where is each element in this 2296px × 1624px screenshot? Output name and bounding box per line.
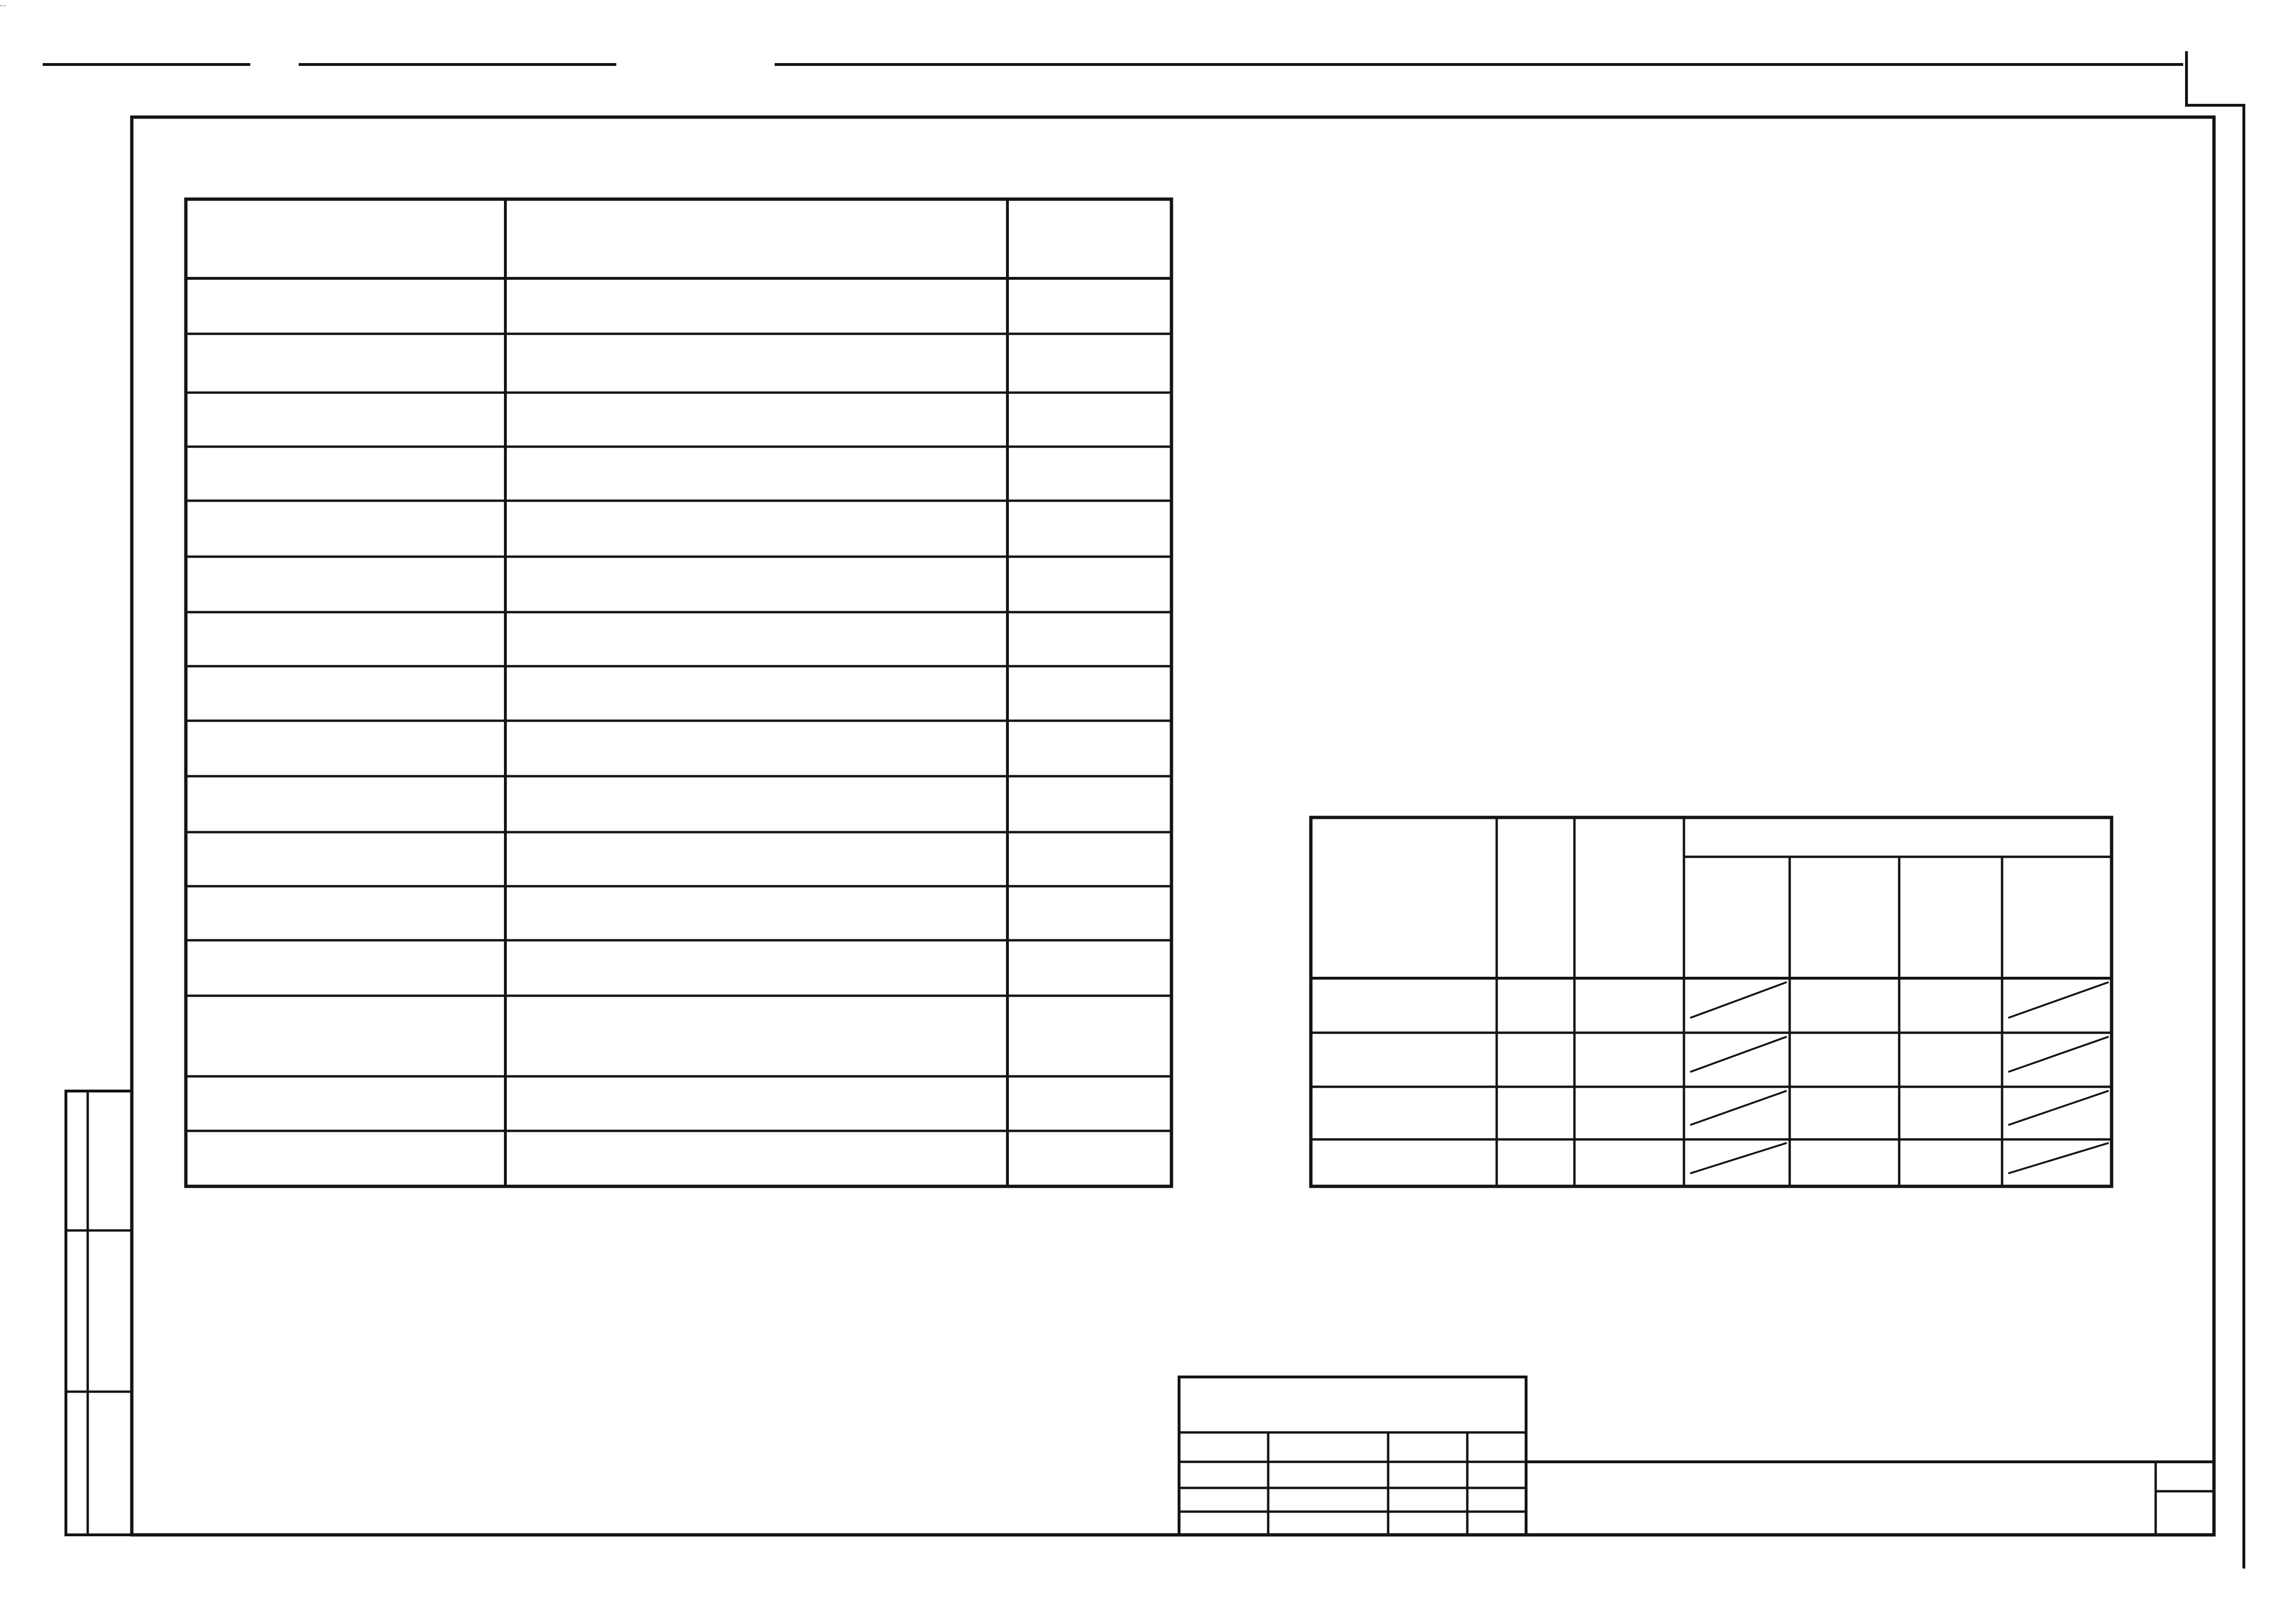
side-stamp-grid — [66, 1091, 132, 1535]
documents-table-outline — [186, 199, 1171, 1186]
heat-table-outline — [1311, 817, 2112, 1186]
fraction-slash — [2009, 1143, 2108, 1173]
fraction-slash — [1691, 982, 1786, 1018]
fraction-slash — [1691, 1091, 1786, 1125]
documents-table-grid — [186, 199, 1171, 1186]
fraction-slash — [2009, 1037, 2108, 1072]
title-block-grid — [1179, 1377, 2214, 1535]
fraction-slash — [1691, 1143, 1786, 1173]
drawing-sheet: ... — [0, 0, 2296, 1624]
fraction-slash — [2009, 982, 2108, 1018]
heat-table-grid — [1311, 817, 2112, 1186]
sheet-frame — [44, 53, 2244, 1567]
fraction-slash — [2009, 1091, 2108, 1125]
side-stamp-outline — [66, 1091, 132, 1535]
fraction-slash — [1691, 1037, 1786, 1072]
